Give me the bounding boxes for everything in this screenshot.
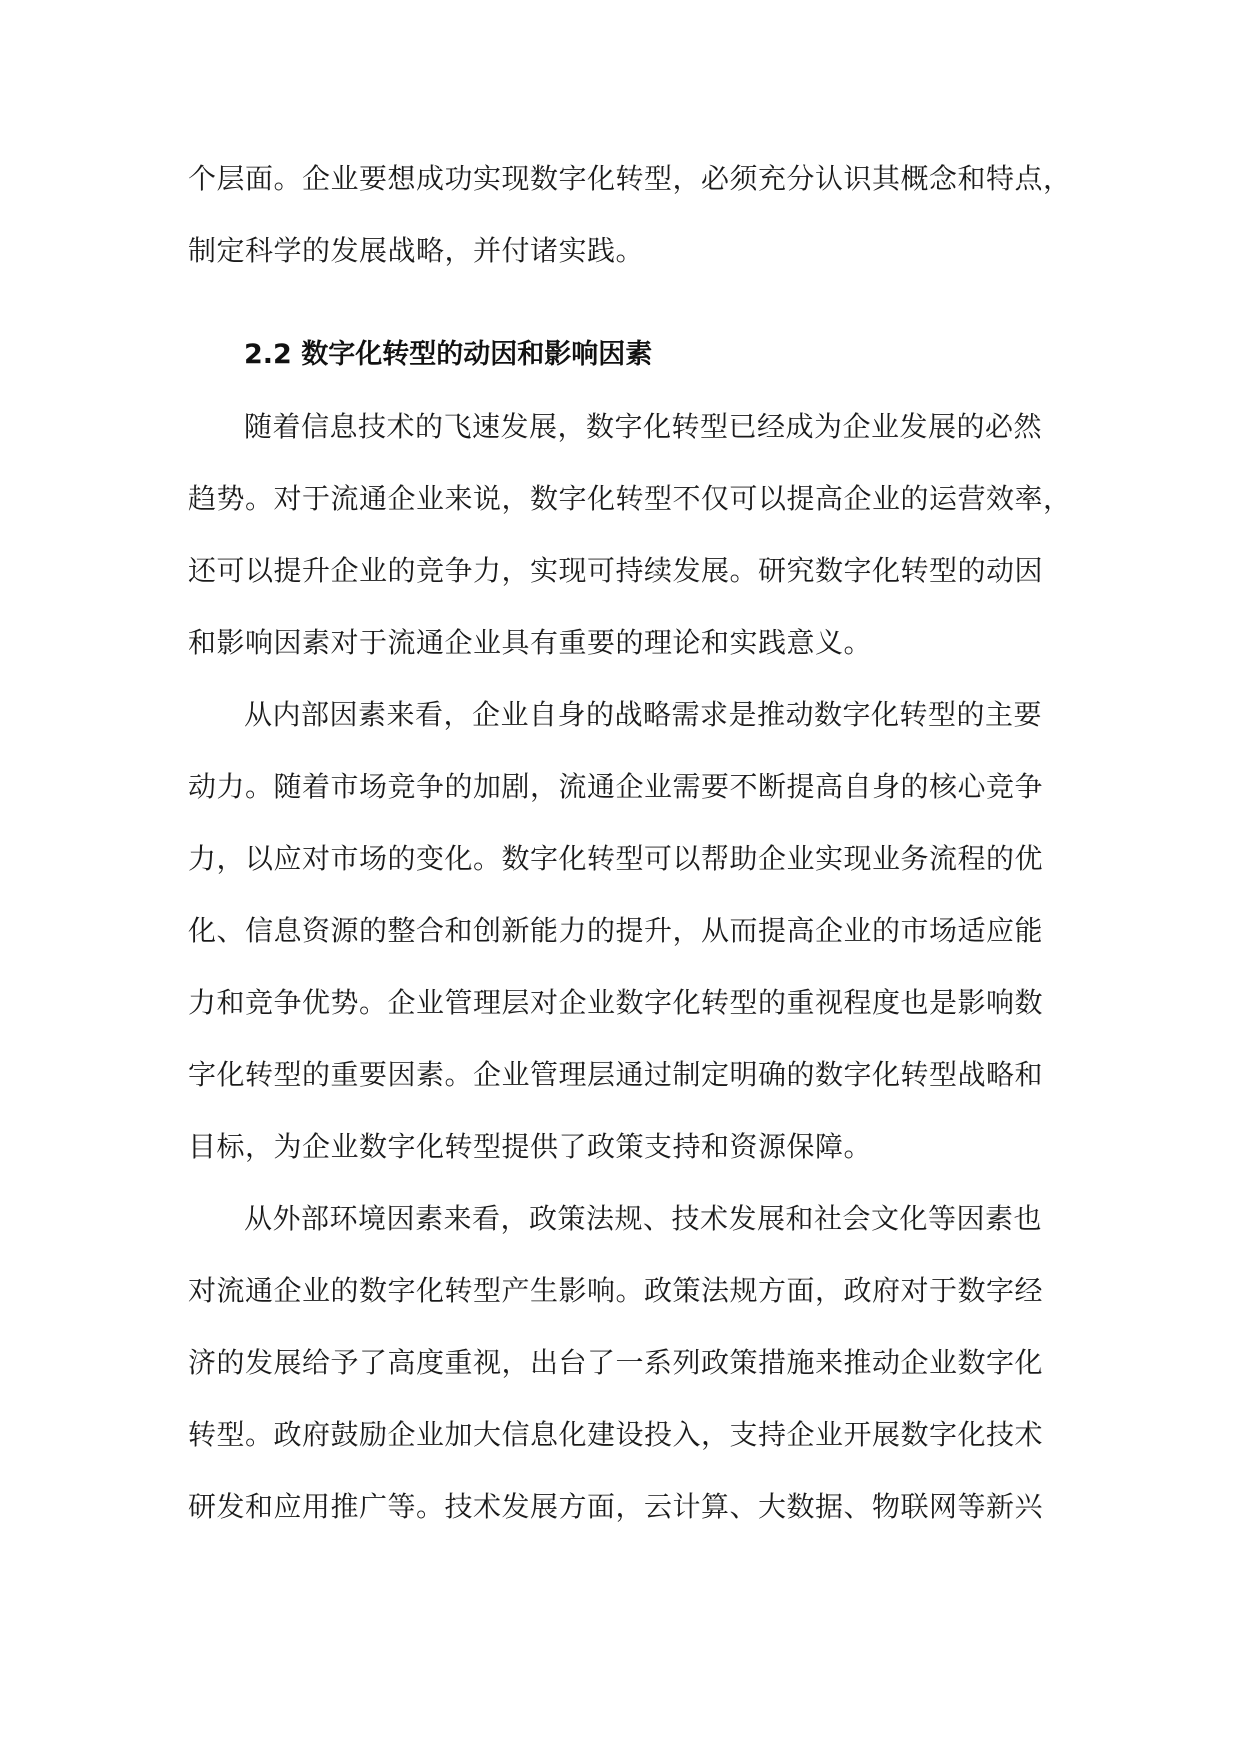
paragraph-motivation [188,391,1072,679]
paragraph-line: 对流通企业的数字化转型产生影响。政策法规方面，政府对于数字经 [188,1274,1044,1307]
paragraph-line: 字化转型的重要因素。企业管理层通过制定明确的数字化转型战略和 [188,1058,1044,1091]
section-heading: 2.2 数字化转型的动因和影响因素 [244,339,653,370]
section-spacer [188,287,1054,319]
paragraph-line: 目标，为企业数字化转型提供了政策支持和资源保障。 [188,1130,873,1163]
paragraph-line: 趋势。对于流通企业来说，数字化转型不仅可以提高企业的运营效率， [188,482,1072,515]
document-body [188,143,1072,1543]
paragraph-line: 从外部环境因素来看，政策法规、技术发展和社会文化等因素也 [244,1202,1043,1235]
intro-line: 制定科学的发展战略，并付诸实践。 [188,234,645,267]
paragraph-line: 还可以提升企业的竞争力，实现可持续发展。研究数字化转型的动因 [188,554,1044,587]
paragraph-line: 和影响因素对于流通企业具有重要的理论和实践意义。 [188,626,873,659]
paragraph-line: 力，以应对市场的变化。数字化转型可以帮助企业实现业务流程的优 [188,842,1044,875]
paragraph-line: 转型。政府鼓励企业加大信息化建设投入，支持企业开展数字化技术 [188,1418,1044,1451]
paragraph-external-factors [188,1183,1054,1543]
paragraph-line: 研发和应用推广等。技术发展方面，云计算、大数据、物联网等新兴 [188,1490,1044,1523]
paragraph-line: 化、信息资源的整合和创新能力的提升，从而提高企业的市场适应能 [188,914,1044,947]
paragraph-line: 从内部因素来看，企业自身的战略需求是推动数字化转型的主要 [244,698,1043,731]
paragraph-line: 动力。随着市场竞争的加剧，流通企业需要不断提高自身的核心竞争 [188,770,1044,803]
paragraph-line: 济的发展给予了高度重视，出台了一系列政策措施来推动企业数字化 [188,1346,1044,1379]
intro-line: 个层面。企业要想成功实现数字化转型，必须充分认识其概念和特点， [188,162,1072,195]
paragraph-line: 力和竞争优势。企业管理层对企业数字化转型的重视程度也是影响数 [188,986,1044,1019]
paragraph-internal-factors [188,679,1054,1183]
paragraph-line: 随着信息技术的飞速发展，数字化转型已经成为企业发展的必然 [244,410,1043,443]
